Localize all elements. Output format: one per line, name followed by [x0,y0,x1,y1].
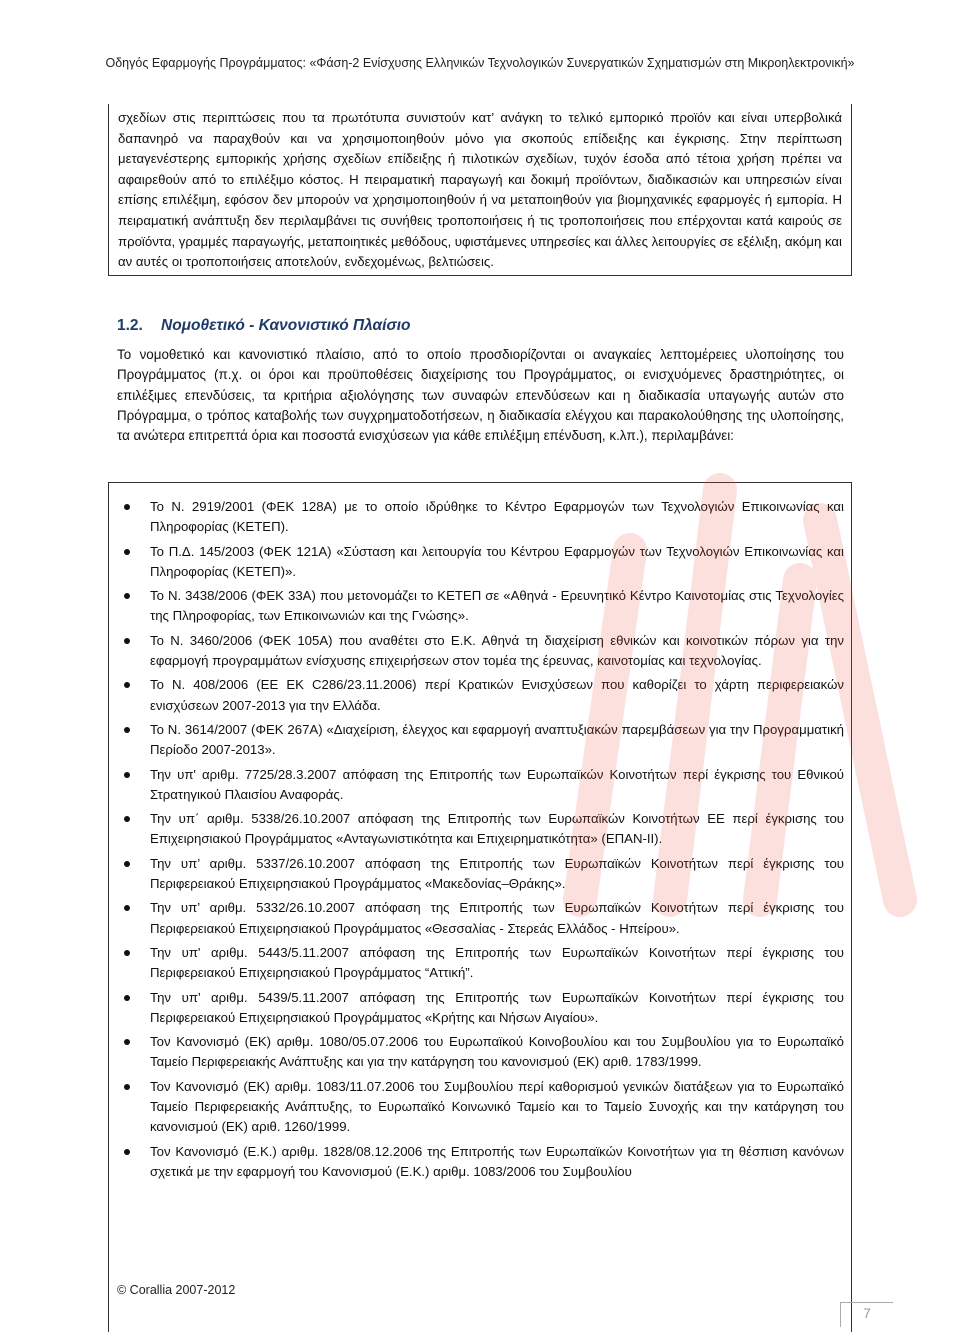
list-item: Την υπ΄ αριθμ. 5338/26.10.2007 απόφαση της Επιτροπής των Ευρωπαϊκών Κοινοτήτων ΕΕ περί έγκρισης του Επιχειρησιακού Προγράμματος «Ανταγωνιστικότητα και Επιχειρηματικότητα» (ΕΠΑΝ-ΙΙ). [109,809,851,850]
list-item: Το Π.Δ. 145/2003 (ΦΕΚ 121Α) «Σύσταση και λειτουργία του Κέντρου Εφαρμογών των Τεχνολογιών Επικοινωνίας και Πληροφορίας (ΚΕΤΕΠ)». [109,542,851,583]
page-number: 7 [840,1302,893,1327]
list-item: Την υπ’ αριθμ. 5337/26.10.2007 απόφαση της Επιτροπής των Ευρωπαϊκών Κοινοτήτων περί έγκρισης του Περιφερειακού Επιχειρησιακού Προγράμματος «Μακεδονίας–Θράκης». [109,854,851,895]
bullet-icon [124,682,130,688]
bullet-icon [124,593,130,599]
bullet-icon [124,950,130,956]
bullet-icon [124,504,130,510]
legislation-list [108,482,852,1332]
list-item: Το Ν. 3460/2006 (ΦΕΚ 105Α) που αναθέτει στο Ε.Κ. Αθηνά τη διαχείριση εθνικών και κοινοτικών πόρων για την εφαρμογή προγραμμάτων ενίσχυσης επιχειρήσεων στον τομέα της έρευνας, καινοτομίας και τεχνολογίας. [109,631,851,672]
list-item: Την υπ' αριθμ. 7725/28.3.2007 απόφαση της Επιτροπής των Ευρωπαϊκών Κοινοτήτων περί έγκρισης του Εθνικού Στρατηγικού Πλαισίου Αναφοράς. [109,765,851,806]
list-item: Το Ν. 3614/2007 (ΦΕΚ 267Α) «Διαχείριση, έλεγχος και εφαρμογή αναπτυξιακών παρεμβάσεων για την Προγραμματική Περίοδο 2007-2013». [109,720,851,761]
list-item: Τον Κανονισμό (ΕΚ) αριθμ. 1080/05.07.2006 του Ευρωπαϊκού Κοινοβουλίου και του Συμβουλίου για το Ευρωπαϊκό Ταμείο Περιφερειακής Ανάπτυξης και για την κατάργηση του κανονισμού (ΕΚ) αριθ. 1783/1999. [109,1032,851,1073]
list-item: Το Ν. 3438/2006 (ΦΕΚ 33Α) που μετονομάζει το ΚΕΤΕΠ σε «Αθηνά - Ερευνητικό Κέντρο Καινοτομίας στις Τεχνολογίες της Πληροφορίας, των Επικοινωνιών και της Γνώσης». [109,586,851,627]
bullet-icon [124,1084,130,1090]
section-heading [117,317,411,335]
bullet-icon [124,1039,130,1045]
footer-copyright: © Corallia 2007-2012 [117,1283,236,1297]
list-item: Το Ν. 2919/2001 (ΦΕΚ 128Α) με το οποίο ιδρύθηκε το Κέντρο Εφαρμογών των Τεχνολογιών Επικοινωνίας και Πληροφορίας (ΚΕΤΕΠ). [109,497,851,538]
bullet-icon [124,816,130,822]
page-header: Οδηγός Εφαρμογής Προγράμματος: «Φάση-2 Ενίσχυσης Ελληνικών Τεχνολογικών Συνεργατικών Σχηματισμών στη Μικροηλεκτρονική» [105,56,855,70]
boxed-paragraph: σχεδίων στις περιπτώσεις που τα πρωτότυπα συνιστούν κατ’ ανάγκη το τελικό εμπορικό προϊόν και είναι υπερβολικά δαπανηρό να παραχθούν και να χρησιμοποιηθούν μόνο για σκοπούς επίδειξης και έγκρισης. Στην περίπτωση μεταγενέστερης εμπορικής χρήσης σχεδίων επίδειξης ή πιλοτικών σχεδίων, τυχόν έσοδα από τέτοια χρήση πρέπει να αφαιρεθούν από το επιλέξιμο κόστος. Η πειραματική παραγωγή και δοκιμή προϊόντων, διαδικασιών και υπηρεσιών είναι επίσης επιλέξιμη, εφόσον δεν μπορούν να χρησιμοποιηθούν ή να μεταποιηθούν για βιομηχανικές εφαρμογές ή εμπορία. Η πειραματική ανάπτυξη δεν περιλαμβάνει τις συνήθεις τροποποιήσεις ή τις τροποποιήσεις που επέρχονται κατά καιρούς σε προϊόντα, γραμμές παραγωγής, μεταποιητικές μεθόδους, υφιστάμενες υπηρεσίες και άλλες λειτουργίες σε εξέλιξη, ακόμη και αν αυτές οι τροποποιήσεις αποτελούν, ενδεχομένως, βελτιώσεις. [108,104,852,276]
bullet-icon [124,772,130,778]
list-item: Τον Κανονισμό (ΕΚ) αριθμ. 1083/11.07.2006 του Συμβουλίου περί καθορισμού γενικών διατάξεων για το Ευρωπαϊκό Ταμείο Περιφερειακής Ανάπτυξης, το Ευρωπαϊκό Κοινωνικό Ταμείο και το Ταμείο Συνοχής και την κατάργηση του κανονισμού (ΕΚ) αριθ. 1260/1999. [109,1077,851,1138]
bullet-icon [124,638,130,644]
section-title: Νομοθετικό - Κανονιστικό Πλαίσιο [161,317,411,334]
list-item: Την υπ' αριθμ. 5443/5.11.2007 απόφαση της Επιτροπής των Ευρωπαϊκών Κοινοτήτων περί έγκρισης του Περιφερειακού Επιχειρησιακού Προγράμματος “Αττική”. [109,943,851,984]
intro-paragraph: Το νομοθετικό και κανονιστικό πλαίσιο, από το οποίο προσδιορίζονται οι αναγκαίες λεπτομέρειες υλοποίησης του Προγράμματος (π.χ. οι όροι και προϋποθέσεις διαχείρισης του Προγράμματος, οι ενισχυόμενες δραστηριότητες, οι επιλέξιμες επενδύσεις, τα κριτήρια αξιολόγησης των συναφών επενδύσεων και η διαδικασία υπαγωγής αυτών στο Πρόγραμμα, ο τρόπος καταβολής των συγχρηματοδοτήσεων, η διαδικασία ελέγχου και παρακολούθησης της υλοποίησης, τα ανώτερα επιτρεπτά όρια και ποσοστά ενισχύσεων για κάθε επιλέξιμη επένδυση, κ.λπ.), περιλαμβάνει: [117,347,844,444]
list-item: Την υπ’ αριθμ. 5332/26.10.2007 απόφαση της Επιτροπής των Ευρωπαϊκών Κοινοτήτων περί έγκρισης του Περιφερειακού Επιχειρησιακού Προγράμματος «Θεσσαλίας - Στερεάς Ελλάδος - Ηπείρου». [109,898,851,939]
bullet-icon [124,549,130,555]
bullet-icon [124,905,130,911]
section-number: 1.2. [117,317,143,334]
bullet-icon [124,1149,130,1155]
bullet-icon [124,727,130,733]
bullet-icon [124,995,130,1001]
list-item: Την υπ’ αριθμ. 5439/5.11.2007 απόφαση της Επιτροπής των Ευρωπαϊκών Κοινοτήτων περί έγκρισης του Περιφερειακού Επιχειρησιακού Προγράμματος «Κρήτης και Νήσων Αιγαίου». [109,988,851,1029]
bullet-icon [124,861,130,867]
list-item: Το Ν. 408/2006 (ΕΕ ΕΚ C286/23.11.2006) περί Κρατικών Ενισχύσεων που καθορίζει το χάρτη περιφερειακών ενισχύσεων 2007-2013 για την Ελλάδα. [109,675,851,716]
list-item: Τον Κανονισμό (Ε.Κ.) αριθμ. 1828/08.12.2006 της Επιτροπής των Ευρωπαϊκών Κοινοτήτων για τη θέσπιση κανόνων σχετικά με την εφαρμογή του Κανονισμού (Ε.Κ.) αριθμ. 1083/2006 του Συμβουλίου [109,1142,851,1183]
